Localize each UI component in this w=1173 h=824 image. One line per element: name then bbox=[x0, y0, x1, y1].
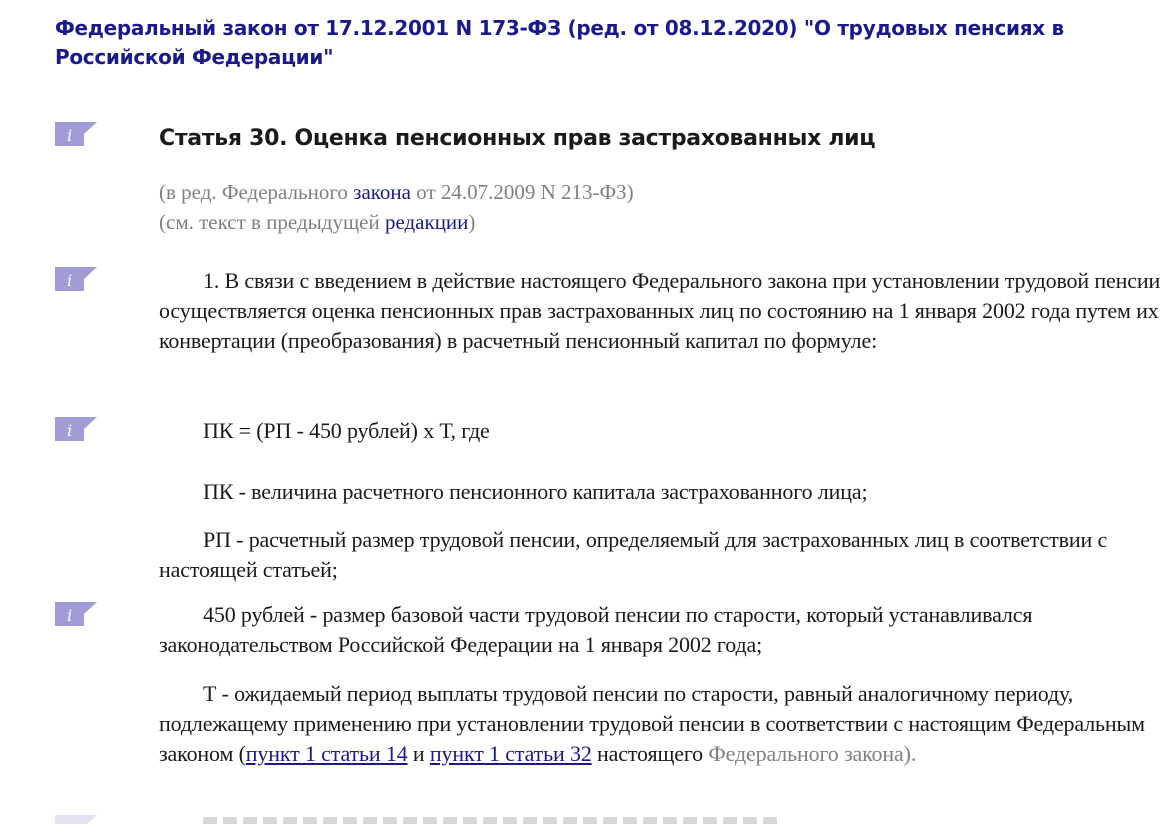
law-link[interactable]: закона bbox=[353, 180, 411, 204]
article-32-link[interactable]: пункт 1 статьи 32 bbox=[429, 741, 592, 766]
info-marker-icon[interactable] bbox=[55, 815, 97, 824]
revision-note bbox=[159, 177, 634, 207]
rp-definition: РП - расчетный размер трудовой пенсии, определяемый для застрахованных лиц в соответствии с настоящей статьей; bbox=[159, 527, 1108, 582]
document-title[interactable]: Федеральный закон от 17.12.2001 N 173-ФЗ (ред. от 08.12.2020) "О трудовых пенсиях в Российской Федерации" bbox=[55, 16, 1064, 69]
formula-paragraph: ПК = (РП - 450 рублей) х Т, где bbox=[203, 418, 490, 443]
paragraph-1: 1. В связи с введением в действие настоящего Федерального закона при установлении трудовой пенсии осуществляется оценка пенсионных прав застрахованных лиц по состоянию на 1 января 2002 года путем их конвертации (преобразования) в расчетный пенсионный капитал по формуле: bbox=[159, 268, 1161, 353]
pk-definition: ПК - величина расчетного пенсионного капитала застрахованного лица; bbox=[203, 479, 868, 504]
article-14-link[interactable]: пункт 1 статьи 14 bbox=[245, 741, 408, 766]
revision-note-text: (в ред. Федерального bbox=[159, 180, 354, 204]
svg-text:i: i bbox=[67, 421, 73, 440]
article-title: Статья 30. Оценка пенсионных прав застрахованных лиц bbox=[159, 126, 876, 151]
previous-edition-text: (см. текст в предыдущей bbox=[159, 210, 385, 234]
edition-link[interactable]: редакции bbox=[384, 210, 469, 234]
revision-note-text: от 24.07.2009 N 213-ФЗ) bbox=[410, 180, 634, 204]
previous-edition-note bbox=[159, 207, 475, 237]
t-definition-text: и bbox=[407, 741, 430, 766]
svg-text:i: i bbox=[67, 271, 73, 290]
t-definition-text: Т - ожидаемый период выплаты трудовой пенсии по старости, равный аналогичному периоду, подлежащему применению при установлении трудовой пенсии в соответствии с настоящим Федеральным законом ( bbox=[159, 681, 1145, 766]
info-marker-icon[interactable] bbox=[55, 122, 97, 146]
t-definition-text: настоящего bbox=[591, 741, 709, 766]
next-paragraph-cut bbox=[159, 815, 1169, 824]
info-marker-icon[interactable] bbox=[55, 417, 97, 441]
previous-edition-text: ) bbox=[468, 210, 476, 234]
info-marker-icon[interactable] bbox=[55, 602, 97, 626]
svg-text:i: i bbox=[67, 606, 73, 625]
t-definition bbox=[159, 679, 1169, 769]
next-paragraph-ghost bbox=[203, 817, 783, 824]
svg-text:i: i bbox=[67, 126, 73, 145]
base-part-definition: 450 рублей - размер базовой части трудовой пенсии по старости, который устанавливался законодательством Российской Федерации на 1 января 2002 года; bbox=[159, 602, 1033, 657]
info-marker-icon[interactable] bbox=[55, 267, 97, 291]
t-definition-tail: Федерального закона). bbox=[708, 741, 917, 766]
